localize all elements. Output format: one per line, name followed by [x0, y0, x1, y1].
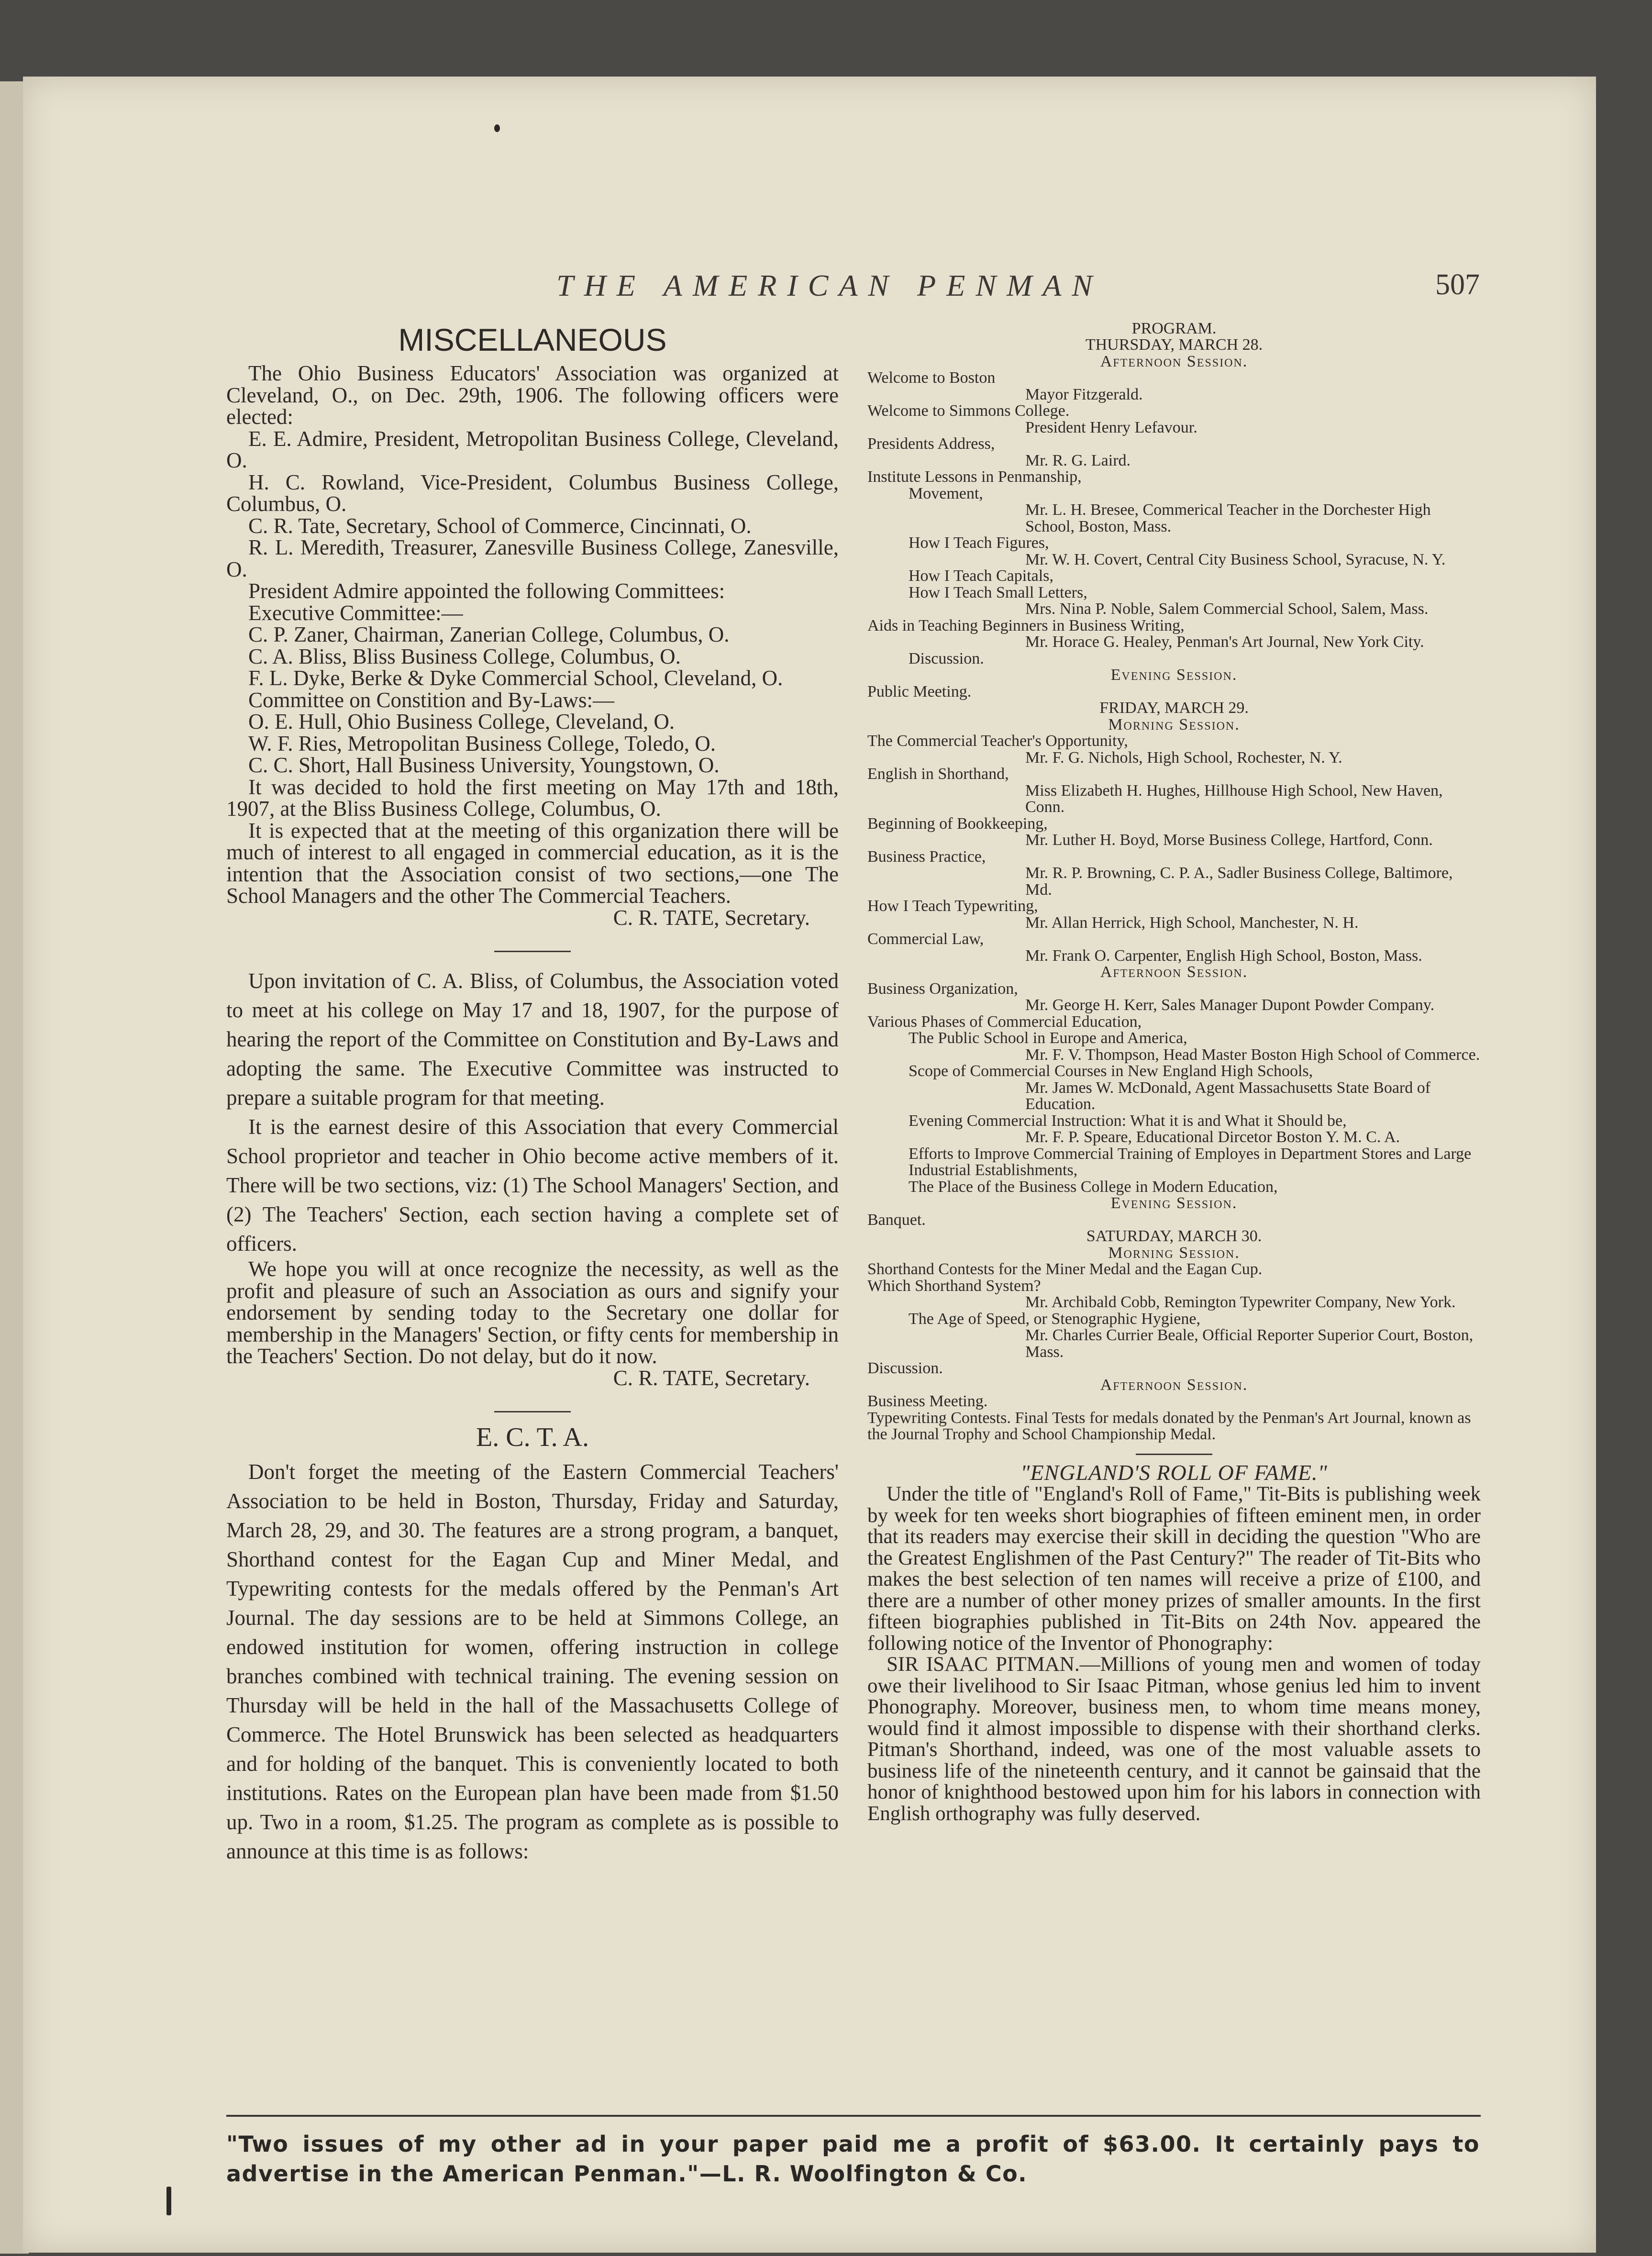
program-line: Movement,: [909, 484, 983, 502]
program-line: Discussion.: [909, 649, 984, 667]
program-line: Efforts to Improve Commercial Training of Employes in Department Stores and Large Industrial Establishments,: [909, 1145, 1472, 1179]
program-line: Beginning of Bookkeeping,: [867, 814, 1048, 833]
england-article: [867, 1484, 1481, 1824]
program-line: How I Teach Capitals,: [909, 567, 1053, 585]
program-line: Mr. James W. McDonald, Agent Massachusetts State Board of Education.: [1025, 1078, 1431, 1113]
ecta-article: [226, 1457, 839, 1866]
program-line: Afternoon Session.: [1100, 963, 1248, 981]
misc-line: It is expected that at the meeting of this organization there will be much of interest to all engaged in commercial education, as it is the intention that the Association consist of two sections,—one The School Managers and the other The Commercial Teachers.: [226, 818, 839, 908]
program-line: Mr. Charles Currier Beale, Official Reporter Superior Court, Boston, Mass.: [1025, 1326, 1474, 1361]
program-line: Mr. George H. Kerr, Sales Manager Dupont Powder Company.: [1025, 996, 1435, 1014]
misc-line: O. E. Hull, Ohio Business College, Cleveland, O.: [248, 710, 675, 733]
program-line: Discussion.: [867, 1359, 943, 1377]
misc-line: It was decided to hold the first meeting on May 17th and 18th, 1907, at the Bliss Business College, Columbus, O.: [226, 775, 839, 821]
section-divider: [1136, 1454, 1212, 1455]
program-line: Mr. F. P. Speare, Educational Dircetor Boston Y. M. C. A.: [1025, 1128, 1400, 1146]
program-line: Mr. F. V. Thompson, Head Master Boston High School of Commerce.: [1025, 1045, 1480, 1064]
program-line: Mr. Archibald Cobb, Remington Typewriter Company, New York.: [1025, 1293, 1456, 1311]
print-speck: [494, 124, 500, 132]
program-line: Presidents Address,: [867, 435, 995, 453]
program-line: Mr. R. P. Browning, C. P. A., Sadler Business College, Baltimore, Md.: [1025, 864, 1453, 899]
england-paragraph-1: Under the title of "England's Roll of Fame," Tit-Bits is publishing week by week for ten weeks short biographies of fifteen eminent men, in order that its readers may exercise their skill in deciding the question "Who are the Greatest Englishmen of the Past Century?" The reader of Tit-Bits who makes the best selection of ten names will receive a prize of £100, and there are a number of other money prizes of smaller amounts. In the first fifteen biographies published in Tit-Bits on 24th Nov. appeared the following notice of the Inventor of Phonography:: [867, 1483, 1481, 1655]
journal-title: THE AMERICAN PENMAN: [556, 268, 1103, 302]
footer-rule: [226, 2115, 1481, 2117]
page-number: 507: [1435, 268, 1480, 301]
program-line: THURSDAY, MARCH 28.: [1085, 336, 1263, 354]
program-line: Mr. L. H. Bresee, Commerical Teacher in the Dorchester High School, Boston, Mass.: [1025, 501, 1431, 535]
england-paragraph-2: SIR ISAAC PITMAN.—Millions of young men and women of today owe their livelihood to Sir Isaac Pitman, whose genius led him to invent Phonography. Moreover, business men, to whom time means money, would find it almost impossible to dispense with their shorthand clerks. Pitman's Shorthand, indeed, was one of the most valuable assets to business life of the nineteenth century, and it cannot be gainsaid that the honor of knighthood bestowed upon him for his labors in connection with English orthography was fully deserved.: [867, 1653, 1481, 1825]
misc-line: President Admire appointed the following Committees:: [248, 579, 725, 603]
program-line: How I Teach Small Letters,: [909, 583, 1087, 601]
program-line: Afternoon Session.: [1100, 352, 1248, 370]
program-line: Mr. Luther H. Boyd, Morse Business College, Hartford, Conn.: [1025, 831, 1433, 849]
miscellaneous-article: [226, 363, 839, 907]
program-line: Welcome to Simmons College.: [867, 402, 1070, 420]
program-line: Various Phases of Commercial Education,: [867, 1012, 1142, 1031]
program-line: Public Meeting.: [867, 682, 972, 700]
invitation-paragraph-2: It is the earnest desire of this Association that every Commercial School proprietor and teacher in Ohio become active members of it. There will be two sections, viz: (1) The School Managers' Section, and (2) The Teachers' Section, each section having a complete set of officers.: [226, 1115, 839, 1256]
misc-line: F. L. Dyke, Berke & Dyke Commercial School, Cleveland, O.: [248, 666, 783, 690]
program-line: Mr. Allan Herrick, High School, Manchester, N. H.: [1025, 913, 1359, 932]
program-line: Evening Session.: [1110, 1194, 1238, 1212]
program-line: Mr. R. G. Laird.: [1025, 451, 1131, 469]
misc-signature: C. R. TATE, Secretary.: [613, 905, 810, 930]
program-line: Aids in Teaching Beginners in Business Writing,: [867, 616, 1185, 634]
invitation-paragraph-1: Upon invitation of C. A. Bliss, of Columbus, the Association voted to meet at his college on May 17 and 18, 1907, for the purpose of hearing the report of the Committee on Constitution and By-Laws and adopting the same. The Executive Committee was instructed to prepare a suitable program for that meeting.: [226, 969, 839, 1110]
program-line: Scope of Commercial Courses in New England High Schools,: [909, 1062, 1313, 1080]
program-line: Evening Commercial Instruction: What it is and What it Should be,: [909, 1111, 1347, 1130]
program-line: The Place of the Business College in Modern Education,: [909, 1178, 1278, 1196]
section-divider: [494, 1411, 571, 1412]
program-line: Business Meeting.: [867, 1392, 988, 1410]
program-line: Mr. Horace G. Healey, Penman's Art Journal, New York City.: [1025, 633, 1424, 651]
program-line: Business Organization,: [867, 979, 1018, 998]
program-line: President Henry Lefavour.: [1025, 418, 1197, 436]
misc-line: C. P. Zaner, Chairman, Zanerian College, Columbus, O.: [248, 622, 730, 646]
miscellaneous-title: MISCELLANEOUS: [398, 322, 667, 357]
program-line: English in Shorthand,: [867, 765, 1009, 783]
program-line: How I Teach Figures,: [909, 534, 1049, 552]
program-line: The Public School in Europe and America,: [909, 1029, 1187, 1047]
footer-advertisement: "Two issues of my other ad in your paper paid me a profit of $63.00. It certainly pays to advertise in the American Penman."—L. R. Woolfington & Co.: [226, 2131, 1480, 2187]
invitation-closing: [226, 1258, 839, 1389]
program-list: [867, 337, 1481, 1443]
program-line: Morning Session.: [1108, 715, 1240, 733]
program-line: FRIDAY, MARCH 29.: [1099, 699, 1249, 717]
misc-line: H. C. Rowland, Vice-President, Columbus Business College, Columbus, O.: [226, 470, 839, 516]
invitation-article: [226, 967, 839, 1258]
ecta-title: E. C. T. A.: [476, 1423, 589, 1452]
page-header: [212, 184, 1480, 302]
journal-page: [23, 77, 1596, 2253]
program-line: Mr. W. H. Covert, Central City Business School, Syracuse, N. Y.: [1025, 550, 1446, 568]
program-line: Shorthand Contests for the Miner Medal and the Eagan Cup.: [867, 1260, 1263, 1278]
program-line: How I Teach Typewriting,: [867, 897, 1038, 915]
invitation-signature: C. R. TATE, Secretary.: [613, 1366, 810, 1390]
invitation-paragraph-3: We hope you will at once recognize the necessity, as well as the profit and pleasure of such an Association as ours and signify your endorsement by sending today to the Secretary one dollar for membership in the Managers' Section, or fifty cents for membership in the Teachers' Section. Do not delay, but do it now.: [226, 1257, 839, 1368]
program-line: Welcome to Boston: [867, 369, 996, 387]
left-column: [226, 321, 839, 1866]
program-line: Institute Lessons in Penmanship,: [867, 468, 1082, 486]
misc-line: The Ohio Business Educators' Association was organized at Cleveland, O., on Dec. 29th, 1906. The following officers were elected:: [226, 361, 839, 429]
misc-line: C. R. Tate, Secretary, School of Commerce, Cincinnati, O.: [248, 513, 752, 538]
england-title: "ENGLAND'S ROLL OF FAME.": [1020, 1460, 1328, 1485]
print-speck: [166, 2187, 171, 2215]
program-line: Mrs. Nina P. Noble, Salem Commercial School, Salem, Mass.: [1025, 600, 1429, 618]
program-line: Commercial Law,: [867, 930, 984, 948]
misc-line: E. E. Admire, President, Metropolitan Business College, Cleveland, O.: [226, 426, 839, 472]
section-divider: [494, 951, 571, 952]
program-line: The Commercial Teacher's Opportunity,: [867, 732, 1128, 750]
program-line: Afternoon Session.: [1100, 1376, 1248, 1394]
misc-line: Committee on Constition and By-Laws:—: [248, 688, 614, 712]
program-line: Mayor Fitzgerald.: [1025, 385, 1143, 403]
misc-line: C. A. Bliss, Bliss Business College, Columbus, O.: [248, 644, 681, 668]
program-line: Which Shorthand System?: [867, 1277, 1041, 1295]
program-line: Typewriting Contests. Final Tests for medals donated by the Penman's Art Journal, known as the Journal Trophy and School Championship Medal.: [867, 1409, 1471, 1443]
program-line: SATURDAY, MARCH 30.: [1086, 1227, 1262, 1245]
ecta-paragraph: Don't forget the meeting of the Eastern Commercial Teachers' Association to be held in Boston, Thursday, Friday and Saturday, March 28, 29, and 30. The features are a strong program, a banquet, Shorthand contest for the Eagan Cup and Miner Medal, and Typewriting contests for the medals offered by the Penman's Art Journal. The day sessions are to be held at Simmons College, an endowed institution for women, offering instruction in college branches combined with technical training. The evening session on Thursday will be held in the hall of the Massachusetts College of Commerce. The Hotel Brunswick has been selected as headquarters and for holding of the banquet. This is conveniently located to both institutions. Rates on the European plan have been made from $1.50 up. Two in a room, $1.25. The program as complete as is possible to announce at this time is as follows:: [226, 1459, 839, 1863]
program-line: Miss Elizabeth H. Hughes, Hillhouse High School, New Haven, Conn.: [1025, 781, 1443, 816]
program-line: Morning Session.: [1108, 1244, 1240, 1262]
misc-line: R. L. Meredith, Treasurer, Zanesville Business College, Zanesville, O.: [226, 535, 839, 581]
program-line: Banquet.: [867, 1211, 926, 1229]
right-column: [867, 321, 1481, 1824]
program-line: Business Practice,: [867, 847, 986, 866]
program-line: Mr. Frank O. Carpenter, English High School, Boston, Mass.: [1025, 946, 1422, 965]
program-line: The Age of Speed, or Stenographic Hygiene,: [909, 1310, 1200, 1328]
misc-line: Executive Committee:—: [248, 600, 463, 625]
misc-line: W. F. Ries, Metropolitan Business College, Toledo, O.: [248, 731, 716, 756]
program-line: Mr. F. G. Nichols, High School, Rochester, N. Y.: [1025, 748, 1342, 767]
program-title: PROGRAM.: [1131, 320, 1217, 337]
misc-line: C. C. Short, Hall Business University, Youngstown, O.: [248, 753, 720, 777]
program-line: Evening Session.: [1110, 666, 1238, 684]
